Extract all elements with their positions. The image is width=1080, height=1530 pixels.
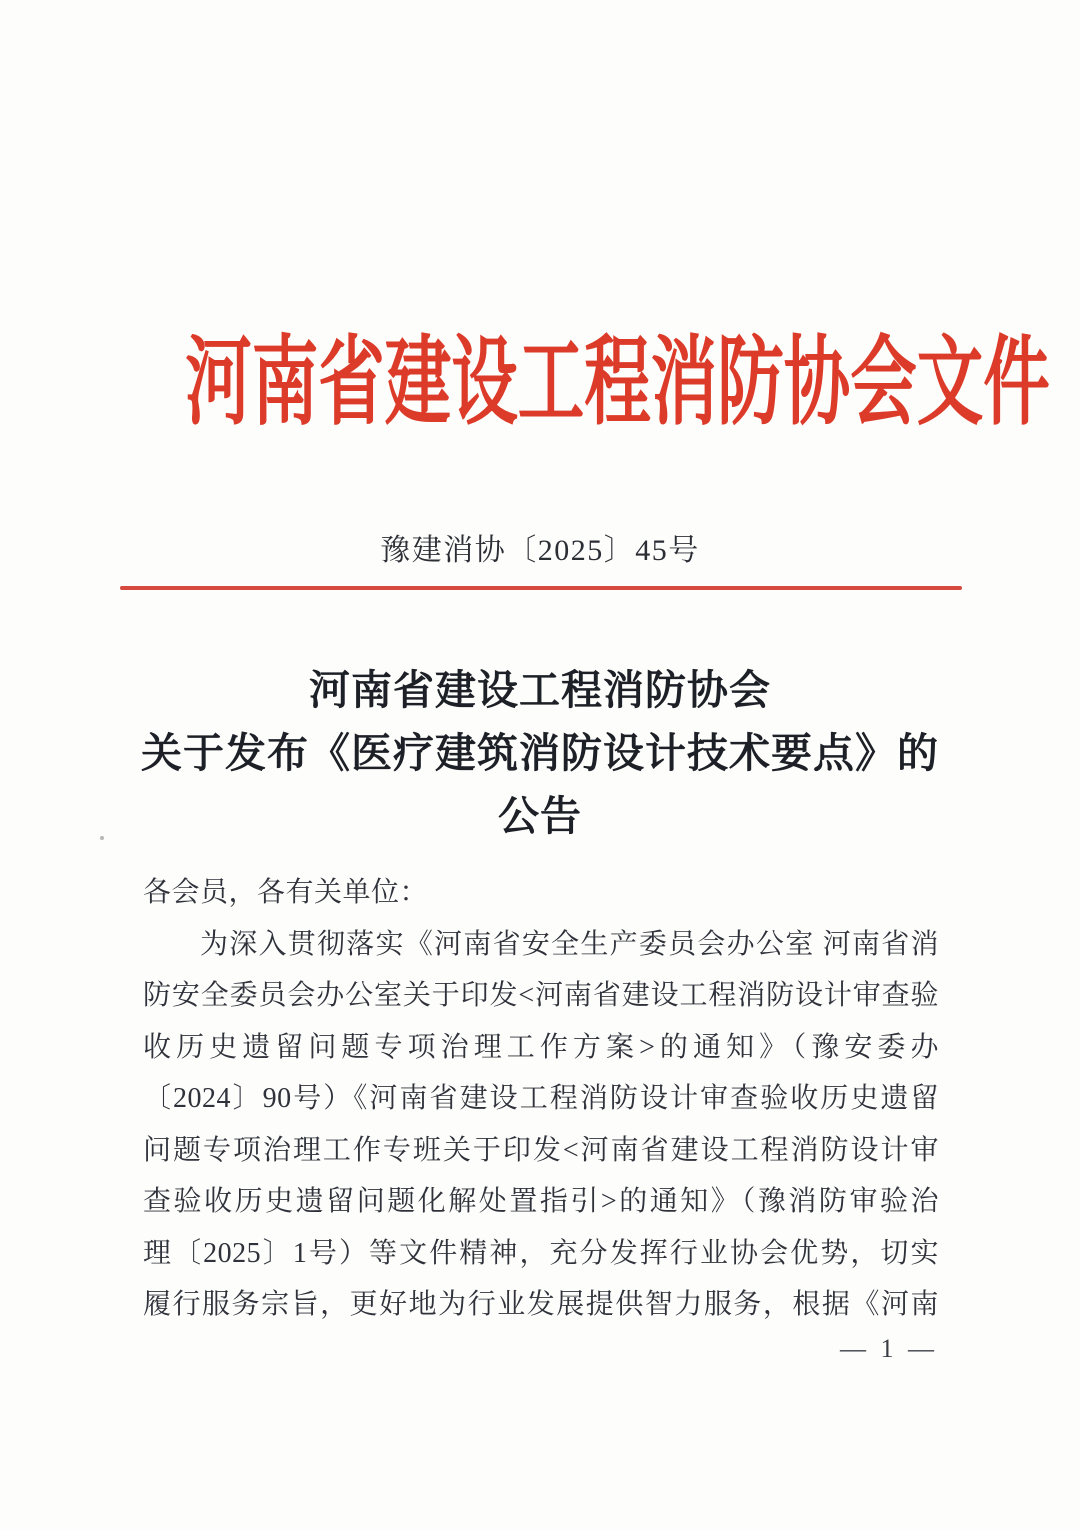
body-line: 查验收历史遗留问题化解处置指引>的通知》（豫消防审验治 (143, 1186, 939, 1217)
body-line: 〔2024〕90号）《河南省建设工程消防设计审查验收历史遗留 (143, 1083, 939, 1114)
document-title-line: 公告 (498, 793, 582, 839)
body-line: 问题专项治理工作专班关于印发<河南省建设工程消防设计审 (143, 1134, 939, 1166)
body-line: 防安全委员会办公室关于印发<河南省建设工程消防设计审查验 (143, 980, 939, 1011)
salutation-line: 各会员，各有关单位： (143, 877, 429, 908)
document-title-line: 河南省建设工程消防协会 (309, 667, 771, 713)
body-line: 履行服务宗旨，更好地为行业发展提供智力服务，根据《河南 (143, 1289, 939, 1320)
document-body (143, 867, 939, 1331)
document-number: 豫建消协〔2025〕45号 (380, 534, 700, 567)
org-title: 河南省建设工程消防协会文件 (185, 328, 1050, 438)
page-number: — 1 — (840, 1334, 938, 1363)
body-line: 理〔2025〕1号）等文件精神，充分发挥行业协会优势，切实 (143, 1237, 939, 1269)
red-divider-line (120, 586, 962, 590)
body-line: 收历史遗留问题专项治理工作方案>的通知》（豫安委办 (143, 1031, 939, 1063)
document-title-line: 关于发布《医疗建筑消防设计技术要点》的 (141, 730, 939, 776)
document-title (70, 659, 1010, 848)
scan-speck (100, 836, 104, 840)
document-header (0, 330, 1080, 436)
body-line: 为深入贯彻落实《河南省安全生产委员会办公室 河南省消 (200, 928, 939, 960)
